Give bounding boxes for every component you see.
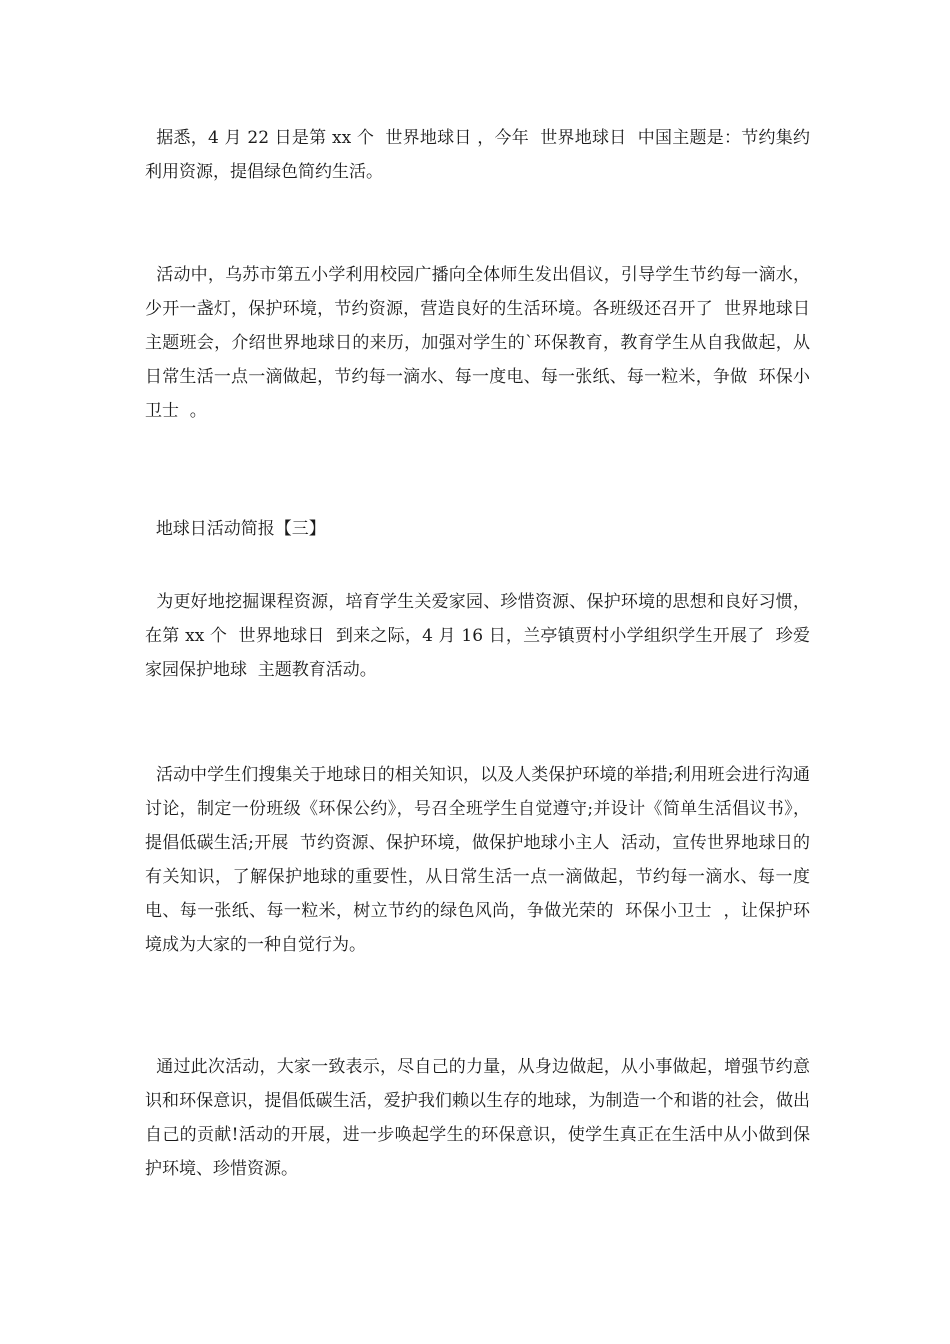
paragraph-conclusion: 通过此次活动，大家一致表示，尽自己的力量，从身边做起，从小事做起，增强节约意识和环保意识，提倡低碳生活，爱护我们赖以生存的地球，为制造一个和谐的社会，做出自己的贡献!活动的开展，进一步唤起学生的环保意识，使学生真正在生活中从小做到保护环境、珍惜资源。	[145, 1057, 811, 1179]
section-heading: 地球日活动简报【三】	[145, 519, 326, 539]
paragraph-earth-day-theme: 据悉，4 月 22 日是第 xx 个 世界地球日 ，今年 世界地球日 中国主题是：节约集约利用资源，提倡绿色简约生活。	[145, 128, 810, 182]
paragraph-jiacun-school-intro: 为更好地挖掘课程资源，培育学生关爱家园、珍惜资源、保护环境的思想和良好习惯，在第 xx 个 世界地球日 到来之际，4 月 16 日，兰亭镇贾村小学组织学生开展了 珍爱家园保护地球 主题教育活动。	[145, 592, 811, 680]
paragraph-wusu-school-activity: 活动中，乌苏市第五小学利用校园广播向全体师生发出倡议，引导学生节约每一滴水，少开一盏灯，保护环境，节约资源，营造良好的生活环境。各班级还召开了 世界地球日 主题班会，介绍世界地球日的来历，加强对学生的`环保教育，教育学生从自我做起，从日常生活一点一滴做起，节约每一滴水、每一度电、每一张纸、每一粒米，争做 环保小卫士 。	[145, 265, 821, 421]
paragraph-student-activities: 活动中学生们搜集关于地球日的相关知识，以及人类保护环境的举措;利用班会进行沟通讨论，制定一份班级《环保公约》，号召全班学生自觉遵守;并设计《简单生活倡议书》，提倡低碳生活;开展 节约资源、保护环境，做保护地球小主人 活动，宣传世界地球日的有关知识，了解保护地球的重要性，从日常生活一点一滴做起，节约每一滴水、每一度电、每一张纸、每一粒米，树立节约的绿色风尚，争做光荣的 环保小卫士 ，让保护环境成为大家的一种自觉行为。	[145, 765, 810, 955]
